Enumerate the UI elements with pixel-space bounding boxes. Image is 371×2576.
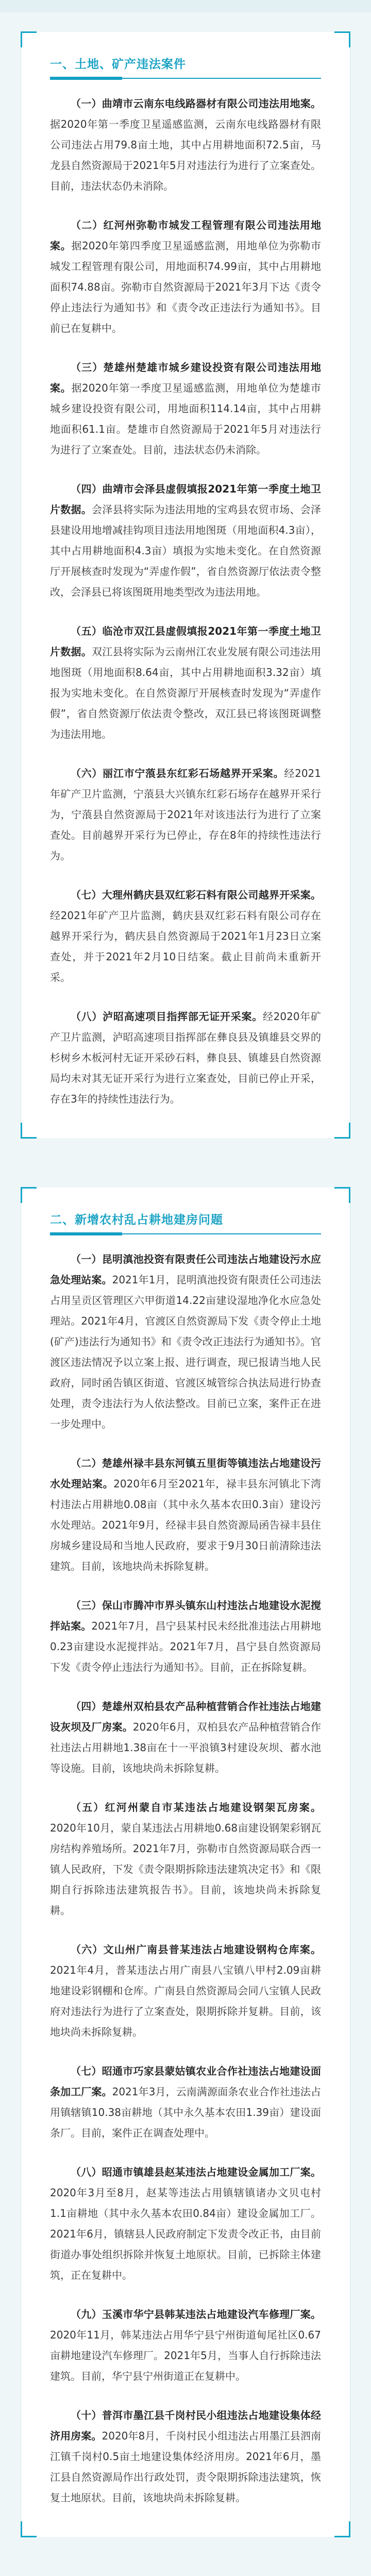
case-item	[50, 93, 321, 196]
corner-decoration	[334, 1123, 350, 1139]
top-strip	[0, 0, 371, 12]
case-item	[50, 763, 321, 866]
case-item	[50, 1453, 321, 1577]
case-item	[50, 1696, 321, 1778]
case-heading: （三）保山市腾冲市界头镇东山村违法占地建设水泥搅拌站案。	[50, 1599, 321, 1632]
case-item	[50, 621, 321, 744]
case-body: 2020年3月至8月，赵某等违法占用镇辖镇诸办文贝屯村1.1亩耕地（其中永久基本农田0.84亩）建设金属加工厂。2021年6月，镇辖县人民政府制定下发责令改正书，由目前街道办事处组织拆除并恢复土地原状。目前，已拆除主体建筑，正在复耕中。	[50, 2187, 321, 2281]
case-heading: （七）昭通市巧家县蒙姑镇农业合作社违法占地建设面条加工厂案。	[50, 2065, 321, 2098]
case-item	[50, 2162, 321, 2285]
case-heading: （二）红河州弥勒市城发工程管理有限公司违法用地案。	[50, 219, 321, 252]
case-body: 2020年8月，千岗村民小组违法占用墨江县泗南江镇千岗村0.5亩土地建设集体经济用房。2021年6月，墨江县自然资源局作出行政处罚，责令限期拆除违法建筑，恢复土地原状。目前，该地块尚未拆除复耕。	[50, 2430, 322, 2504]
case-heading: （八）昭通市镇雄县赵某违法占地建设金属加工厂案。	[71, 2166, 321, 2178]
case-heading: （二）楚雄州禄丰县东河镇五里街等镇违法占地建设污水处理站案。	[50, 1457, 321, 1490]
corner-decoration	[21, 2521, 37, 2537]
case-body: 经2021年矿产卫片监测，鹤庆县双红彩石料有限公司存在越界开采行为，鹤庆县自然资源局于2021年1月23日立案查处，并于2021年2月10日结案。截止目前尚未重新开采。	[50, 909, 321, 984]
case-body: 2021年1月，昆明滇池投资有限责任公司违法占用呈贡区管理区六甲街道14.22亩建设湿地净化水应急处理站。2021年4月，官渡区自然资源局下发《责令停止土地(矿产)违法行为通知书》和《责令改正违法行为通知书》。官渡区违法情况予以立案上报、进行调查，现已报请当地人民政府，同时函告镇区街道、官渡区城管综合执法局进行协查处理，责令违法行为人依法整改。目前已立案，案件正在进一步处理中。	[50, 1274, 321, 1430]
case-heading: （六）丽江市宁蒗县东红彩石场越界开采案。	[71, 767, 284, 779]
case-body: 2021年4月，普某违法占用广南县八宝镇八甲村2.09亩耕地建设彩钢棚和仓库。广南县自然资源局会同八宝镇人民政府对违法行为进行了立案查处，限期拆除并复耕。目前，该地块尚未拆除复耕。	[50, 1964, 321, 2038]
case-heading: （一）曲靖市云南东电线路器材有限公司违法用地案。	[71, 97, 321, 110]
section-title-rule	[50, 1233, 321, 1234]
case-body: 双江县将实际为云南州江农业发展有限公司违法用地图斑（用地面积8.64亩，其中占用耕地面积3.32亩）填报为实地未变化。在自然资源厅开展核查时发现为“弄虚作假”，省自然资源厅依法责令整改，双江县已将该图斑调整为违法用地。	[50, 646, 322, 740]
case-item	[50, 357, 321, 460]
case-heading: （九）玉溪市华宁县韩某违法占地建设汽车修理厂案。	[71, 2308, 321, 2320]
corner-decoration	[21, 1187, 37, 1203]
section-title: 一、土地、矿产违法案件	[50, 58, 186, 71]
corner-decoration	[334, 31, 350, 47]
case-body: 2021年3月，云南满源面条农业合作社违法占用镇辖镇10.38亩耕地（其中永久基本农田1.39亩）建设面条厂。目前，案件正在调查处理中。	[50, 2086, 321, 2139]
case-heading: （八）泸昭高速项目指挥部无证开采案。	[71, 1010, 263, 1023]
case-heading: （五）红河州蒙自市某违法占地建设钢架瓦房案。	[71, 1801, 321, 1814]
case-item	[50, 1006, 321, 1109]
case-heading: （四）楚雄州双柏县农产品种植营销合作社违法占地建设灰坝及厂房案。	[50, 1700, 321, 1733]
case-item	[50, 1939, 321, 2042]
case-item	[50, 479, 321, 602]
case-item	[50, 1595, 321, 1677]
case-item	[50, 2061, 321, 2143]
case-heading: （十）普洱市墨江县千岗村民小组违法占地建设集体经济用房案。	[50, 2409, 321, 2442]
case-item	[50, 1249, 321, 1434]
case-heading: （三）楚雄州楚雄市城乡建设投资有限公司违法用地案。	[50, 361, 321, 394]
case-heading: （六）文山州广南县普某违法占地建设钢构仓库案。	[71, 1943, 321, 1956]
case-body: 经2021年矿产卫片监测，宁蒗县大兴镇东红彩石场存在越界开采行为，宁蒗县自然资源局于2021年对该违法行为进行了立案查处。目前越界开采行为已停止，存在8年的持续性违法行为。	[50, 767, 321, 862]
case-body: 2020年6月至2021年，禄丰县东河镇北下湾村违法占用耕地0.08亩（其中永久基本农田0.3亩）建设污水处理站。2021年9月，经禄丰县自然资源局函告禄丰县住房城乡建设局和当地人民政府，要求于9月30日前清除违法建筑。目前，该地块尚未拆除复耕。	[50, 1478, 322, 1572]
case-item	[50, 2405, 321, 2508]
case-body: 据2020年第四季度卫星遥感监测，用地单位为弥勒市城发工程管理有限公司，用地面积74.99亩，其中占用耕地面积74.88亩。弥勒市自然资源局于2021年3月下达《责令停止违法行为通知书》和《责令改正违法行为通知书》。目前已在复耕中。	[50, 240, 321, 334]
case-body: 会泽县将实际为违法用地的宝鸡县农贸市场、会泽县建设用地增减挂钩项目违法用地图斑（用地面积4.3亩），其中占用耕地面积4.3亩）填报为实地未变化。在自然资源厅开展核查时发现为“弄虚作假”，省自然资源厅依法责令整改，会泽县已将该图斑用地类型改为违法用地。	[50, 503, 322, 598]
section-card-land-mineral	[21, 32, 350, 1138]
case-item	[50, 1797, 321, 1921]
case-body: 经2020年矿产卫片监测，泸昭高速项目指挥部在彝良县及镇雄县交界的杉树乡木板河村无证开采砂石料，彝良县、镇雄县自然资源局均未对其无证开采行为进行立案查处，目前已停止开采，存在3年的持续性违法行为。	[50, 1010, 321, 1105]
corner-decoration	[21, 31, 37, 47]
case-heading: （四）曲靖市会泽县虚假填报2021年第一季度土地卫片数据。	[50, 483, 321, 516]
corner-decoration	[334, 2521, 350, 2537]
corner-decoration	[21, 1123, 37, 1139]
corner-decoration	[334, 1187, 350, 1203]
case-item	[50, 2304, 321, 2386]
section-title-rule	[50, 78, 321, 79]
case-body: 2020年6月，双柏县农产品种植营销合作社违法占用耕地1.38亩在十一平浪镇3村建设灰坝、蓄水池等设施。目前，该地块尚未拆除复耕。	[50, 1721, 322, 1774]
case-item	[50, 215, 321, 338]
section-card-farmland	[21, 1188, 350, 2537]
case-item	[50, 885, 321, 988]
case-heading: （一）昆明滇池投资有限责任公司违法占地建设污水应急处理站案。	[50, 1253, 321, 1286]
case-heading: （七）大理州鹤庆县双红彩石料有限公司越界开采案。	[71, 889, 321, 901]
case-body: 2021年7月，昌宁县某村民未经批准违法占用耕地0.23亩建设水泥搅拌站。2021年7月，昌宁县自然资源局下发《责令停止违法行为通知书》。目前，正在拆除复耕。	[50, 1620, 322, 1673]
case-body: 2020年11月，韩某违法占用华宁县宁州街道甸尾社区0.67亩耕地建设汽车修理厂。2021年5月，当事人自行拆除违法建筑。目前，华宁县宁州街道正在复耕中。	[50, 2329, 321, 2382]
case-heading: （五）临沧市双江县虚假填报2021年第一季度土地卫片数据。	[50, 625, 321, 658]
case-body: 2020年10月，蒙自某违法占用耕地0.68亩建设钢架彩钢瓦房结构养殖场所。2021年7月，弥勒市自然资源局联合西一镇人民政府，下发《责令限期拆除违法建筑决定书》和《限期自行拆除违法建筑报告书》。目前，该地块尚未拆除复耕。	[50, 1822, 321, 1917]
case-body: 据2020年第一季度卫星遥感监测，云南东电线路器材有限公司违法占用79.8亩土地，其中占用耕地面积72.5亩，马龙县自然资源局于2021年5月对违法行为进行了立案查处。目前，违法状态仍未消除。	[50, 118, 321, 192]
section-title: 二、新增农村乱占耕地建房问题	[50, 1213, 223, 1227]
case-body: 据2020年第一季度卫星遥感监测，用地单位为楚雄市城乡建设投资有限公司，用地面积114.14亩，其中占用耕地面积61.1亩。楚雄市自然资源局于2021年5月对违法行为进行了立案查处。目前，违法状态仍未消除。	[50, 382, 321, 456]
